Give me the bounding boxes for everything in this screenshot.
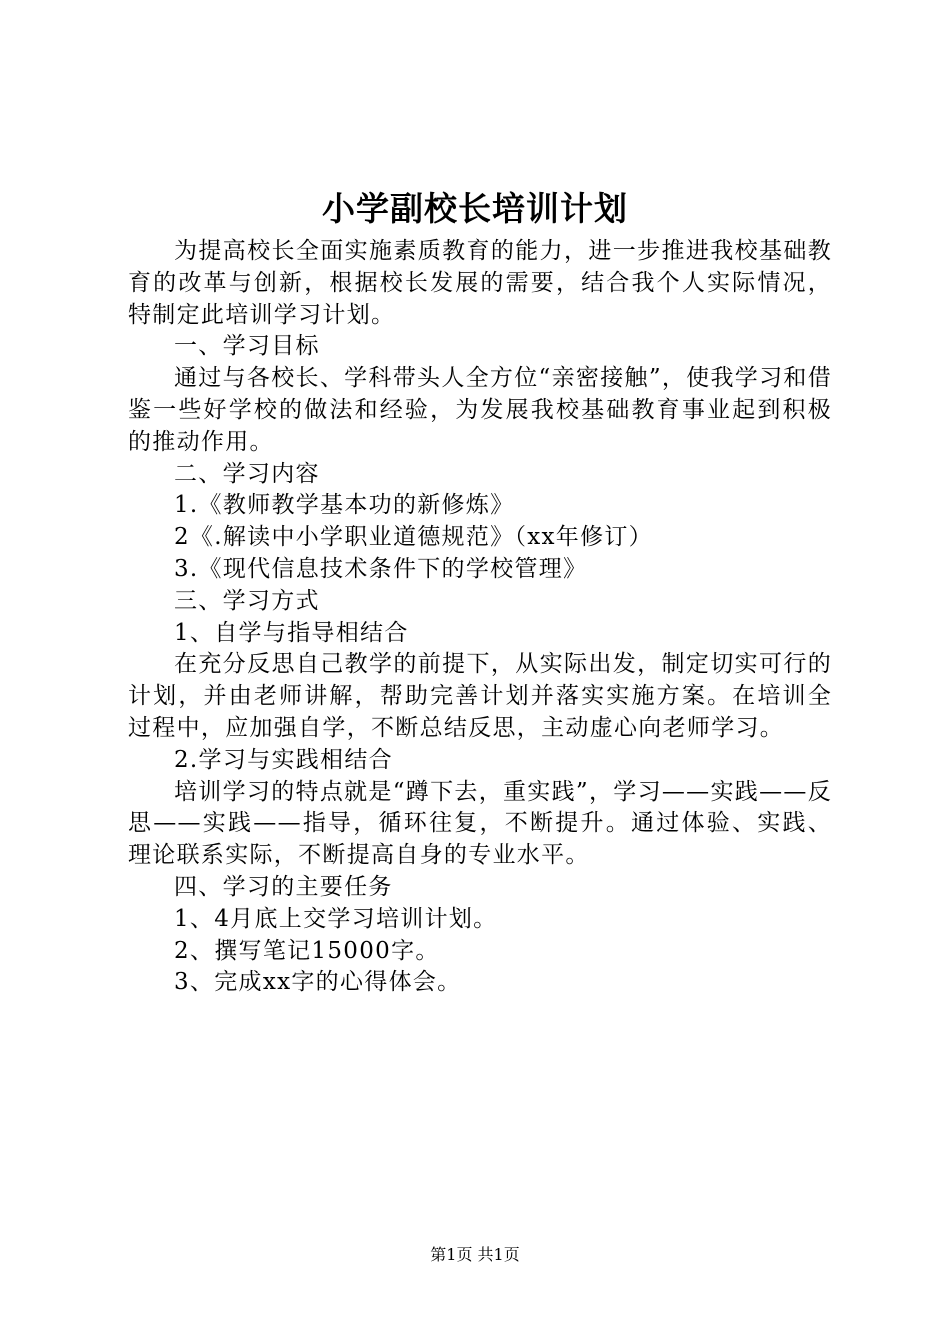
method-2-text: 培训学习的特点就是“蹲下去，重实践”，学习——实践——反思——实践——指导，循环往复，不断提升。通过体验、实践、理论联系实际，不断提高自身的专业水平。 [128, 778, 832, 869]
method-1-heading: 1、自学与指导相结合 [174, 619, 409, 646]
paragraph-goals: 通过与各校长、学科带头人全方位“亲密接触”，使我学习和借鉴一些好学校的做法和经验，为发展我校基础教育事业起到积极的推动作用。 [128, 365, 832, 455]
content-item-2: 2《.解读中小学职业道德规范》（xx年修订） [174, 524, 653, 551]
heading-learning-goals: 一、学习目标 [174, 333, 320, 360]
document-body [128, 236, 832, 999]
task-item-1: 1、4月底上交学习培训计划。 [174, 905, 498, 932]
method-1-text: 在充分反思自己教学的前提下，从实际出发，制定切实可行的计划，并由老师讲解，帮助完善计划并落实实施方案。在培训全过程中，应加强自学，不断总结反思，主动虚心向老师学习。 [128, 651, 832, 741]
document-title: 小学副校长培训计划 [322, 189, 628, 228]
heading-learning-content: 二、学习内容 [174, 460, 320, 487]
heading-learning-methods: 三、学习方式 [174, 587, 320, 614]
content-item-1: 1.《教师教学基本功的新修炼》 [174, 492, 515, 519]
paragraph-intro: 为提高校长全面实施素质教育的能力，进一步推进我校基础教育的改革与创新，根据校长发展的需要，结合我个人实际情况，特制定此培训学习计划。 [128, 238, 832, 328]
task-item-2: 2、撰写笔记15000字。 [174, 937, 440, 964]
task-item-3: 3、完成xx字的心得体会。 [174, 969, 462, 996]
content-item-3: 3.《现代信息技术条件下的学校管理》 [174, 555, 588, 582]
heading-main-tasks: 四、学习的主要任务 [174, 873, 393, 900]
page-footer: 第1页 共1页 [430, 1245, 520, 1264]
method-2-heading: 2.学习与实践相结合 [174, 746, 393, 773]
